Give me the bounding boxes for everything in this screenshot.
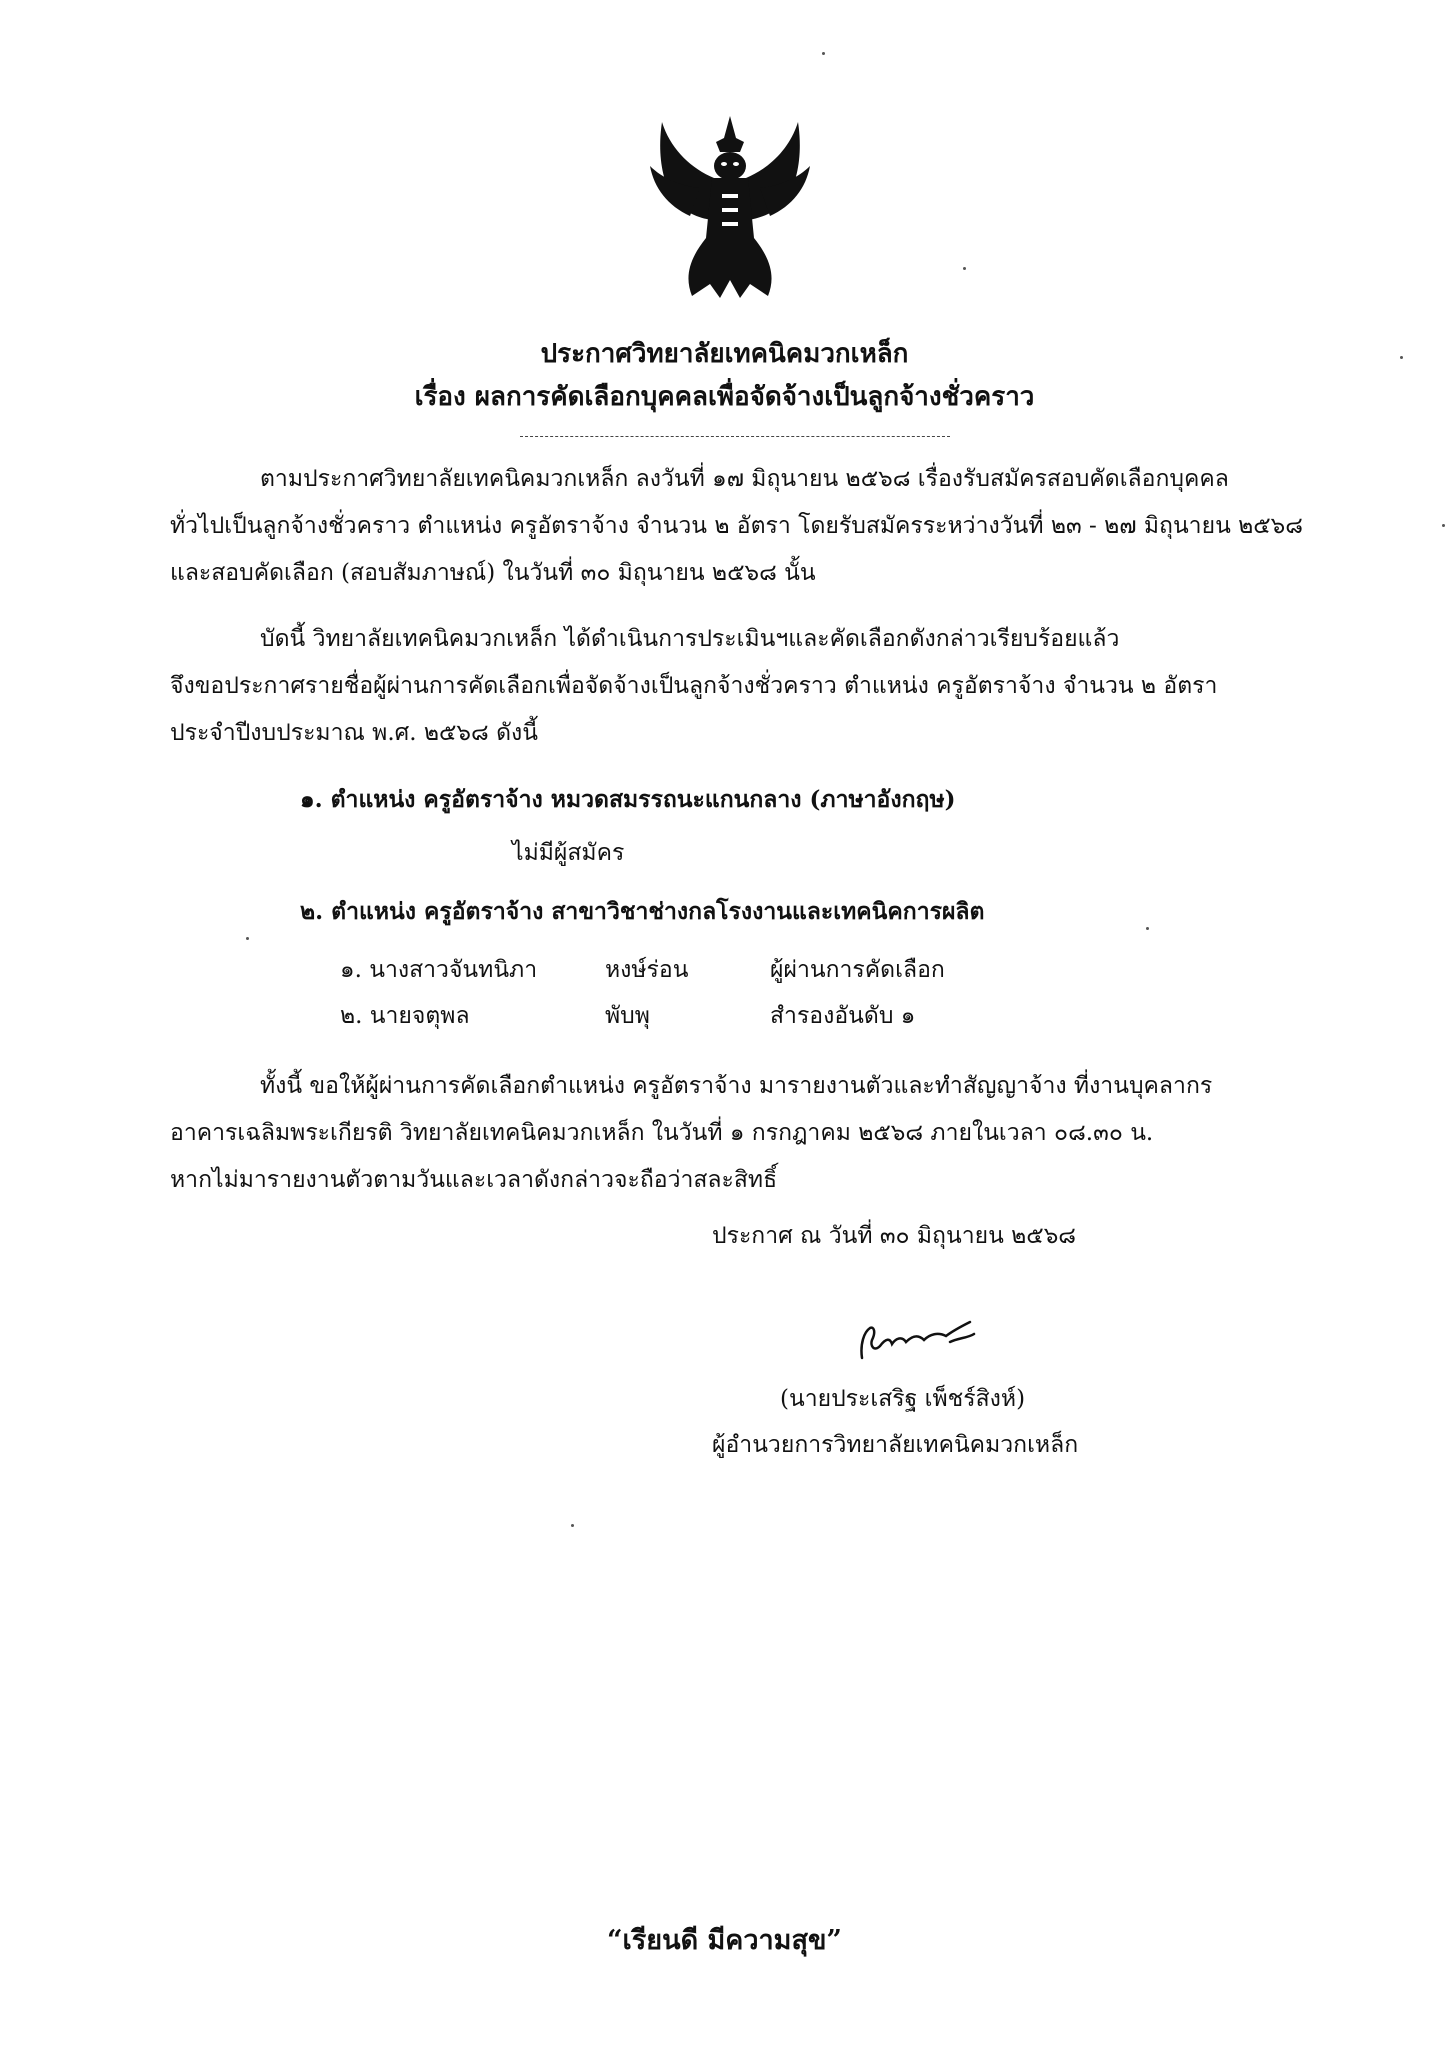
position1-heading: ๑. ตำแหน่ง ครูอัตราจ้าง หมวดสมรรถนะแกนกลาง (ภาษาอังกฤษ) bbox=[300, 786, 956, 813]
document-title: ประกาศวิทยาลัยเทคนิคมวกเหล็ก bbox=[540, 339, 909, 369]
paragraph1-line3: และสอบคัดเลือก (สอบสัมภาษณ์) ในวันที่ ๓๐ มิถุนายน ๒๕๖๘ นั้น bbox=[170, 560, 816, 586]
candidate-name: ๑. นางสาวจันทนิภา bbox=[340, 957, 538, 983]
title-divider bbox=[520, 436, 950, 437]
signatory-title: ผู้อำนวยการวิทยาลัยเทคนิคมวกเหล็ก bbox=[712, 1432, 1079, 1458]
garuda-emblem-icon bbox=[640, 108, 820, 308]
paragraph2-line3: ประจำปีงบประมาณ พ.ศ. ๒๕๖๘ ดังนี้ bbox=[170, 720, 538, 746]
candidate-name: ๒. นายจตุพล bbox=[340, 1003, 470, 1029]
scan-speck bbox=[822, 52, 825, 55]
paragraph1-line2: ทั่วไปเป็นลูกจ้างชั่วคราว ตำแหน่ง ครูอัตราจ้าง จำนวน ๒ อัตรา โดยรับสมัครระหว่างวันที่ ๒๓ - ๒๗ มิถุนายน ๒๕๖๘ bbox=[170, 513, 1304, 539]
document-subject: เรื่อง ผลการคัดเลือกบุคคลเพื่อจัดจ้างเป็นลูกจ้างชั่วคราว bbox=[414, 382, 1035, 412]
paragraph3-line3: หากไม่มารายงานตัวตามวันและเวลาดังกล่าวจะถือว่าสละสิทธิ์ bbox=[170, 1167, 778, 1193]
candidate-result: สำรองอันดับ ๑ bbox=[770, 1003, 916, 1029]
scan-speck bbox=[1442, 524, 1445, 527]
scan-speck bbox=[1146, 927, 1149, 930]
scan-speck bbox=[246, 937, 249, 940]
position2-heading: ๒. ตำแหน่ง ครูอัตราจ้าง สาขาวิชาช่างกลโรงงานและเทคนิคการผลิต bbox=[300, 898, 985, 925]
signatory-name: (นายประเสริฐ เพ็ชร์สิงห์) bbox=[780, 1386, 1026, 1412]
scan-speck bbox=[571, 1524, 574, 1527]
paragraph3-line2: อาคารเฉลิมพระเกียรติ วิทยาลัยเทคนิคมวกเหล็ก ในวันที่ ๑ กรกฎาคม ๒๕๖๘ ภายในเวลา ๐๘.๓๐ น. bbox=[170, 1120, 1154, 1146]
signature-image bbox=[850, 1308, 1010, 1368]
scan-speck bbox=[963, 267, 966, 270]
candidate-surname: พับพุ bbox=[605, 1003, 650, 1029]
paragraph1-line1: ตามประกาศวิทยาลัยเทคนิคมวกเหล็ก ลงวันที่ ๑๗ มิถุนายน ๒๕๖๘ เรื่องรับสมัครสอบคัดเลือกบุคคล bbox=[260, 466, 1229, 492]
paragraph2-line2: จึงขอประกาศรายชื่อผู้ผ่านการคัดเลือกเพื่อจัดจ้างเป็นลูกจ้างชั่วคราว ตำแหน่ง ครูอัตราจ้าง จำนวน ๒ อัตรา bbox=[170, 673, 1218, 699]
scan-speck bbox=[1400, 356, 1403, 359]
position1-note: ไม่มีผู้สมัคร bbox=[512, 840, 625, 866]
paragraph2-line1: บัดนี้ วิทยาลัยเทคนิคมวกเหล็ก ได้ดำเนินการประเมินฯและคัดเลือกดังกล่าวเรียบร้อยแล้ว bbox=[260, 626, 1120, 652]
school-slogan: “เรียนดี มีความสุข” bbox=[607, 1925, 842, 1956]
candidate-result: ผู้ผ่านการคัดเลือก bbox=[770, 957, 945, 983]
paragraph3-line1: ทั้งนี้ ขอให้ผู้ผ่านการคัดเลือกตำแหน่ง ครูอัตราจ้าง มารายงานตัวและทำสัญญาจ้าง ที่งานบุคลากร bbox=[260, 1073, 1213, 1099]
announcement-date: ประกาศ ณ วันที่ ๓๐ มิถุนายน ๒๕๖๘ bbox=[712, 1223, 1077, 1249]
candidate-surname: หงษ์ร่อน bbox=[605, 957, 689, 983]
